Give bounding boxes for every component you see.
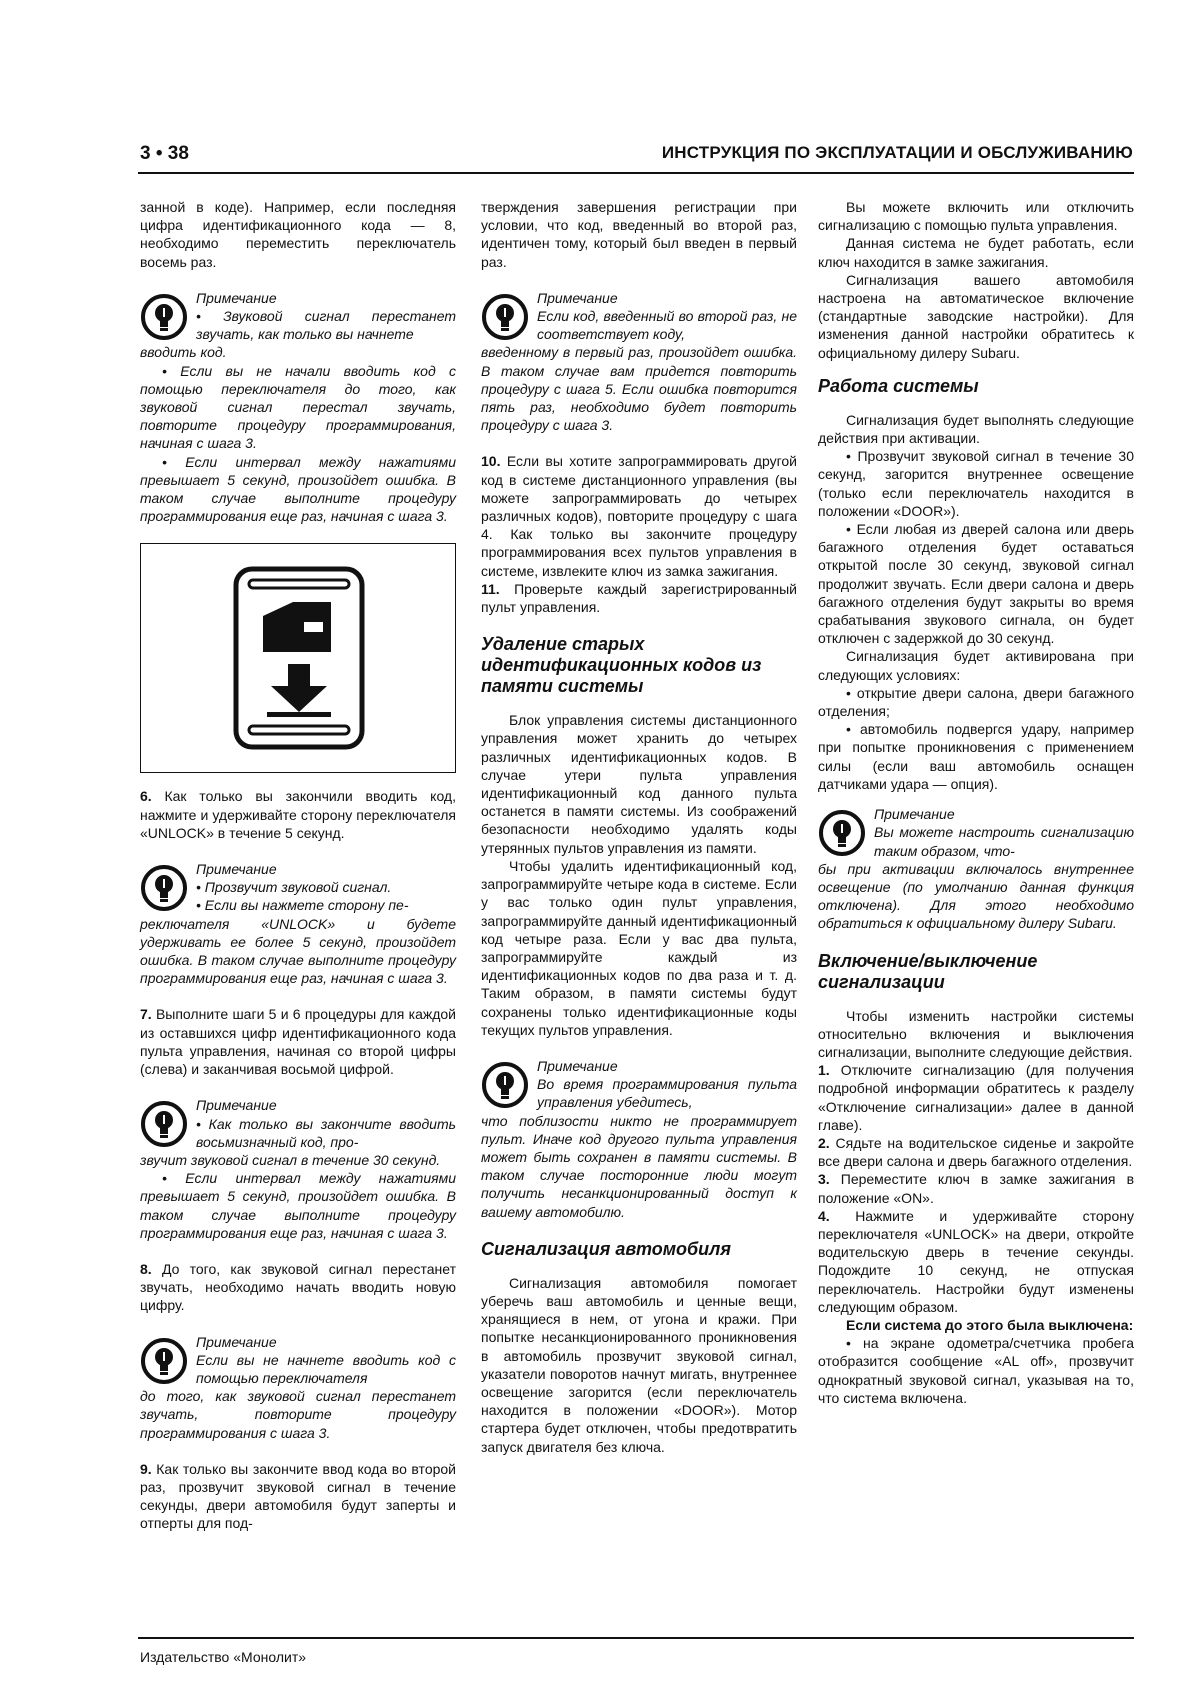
step-text: Сядьте на водительское сиденье и закройте все двери салона и дверь багажного отделения. xyxy=(818,1134,1134,1170)
step-text: Переместите ключ в замке зажигания в положение «ON». xyxy=(818,1171,1135,1206)
note-title: Примечание xyxy=(196,1097,277,1114)
paragraph: Чтобы изменить настройки системы относительно включения и выключения сигнализации, выполните следующие действия. xyxy=(818,1007,1134,1060)
note-title: Примечание xyxy=(196,1333,277,1350)
note-title: Примечание xyxy=(874,806,955,823)
figure-door-switch xyxy=(140,543,456,773)
paragraph: Сигнализация автомобиля помогает уберечь ваш автомобиль и ценные вещи, хранящиеся в нем, от угона и кражи. При попытке несанкционированного проникновения в автомобиль прозвучит звуковой сигнал, указатели поворотов начнут мигать, внутреннее освещение загорится (если переключатель находится в положении «DOOR»). Мотор стартера будет отключен, чтобы предотвратить запуск двигателя без ключа. xyxy=(481,1274,797,1455)
lightbulb-icon xyxy=(481,1061,529,1109)
step-number: 4. xyxy=(818,1207,830,1224)
note-block xyxy=(140,289,456,526)
paragraph: • автомобиль подвергся удару, например при попытке проникновения с применением силы (если ваш автомобиль оснащен датчиками удара — опция). xyxy=(818,721,1134,792)
door-lock-switch-icon xyxy=(233,566,365,750)
note-title: Примечание xyxy=(537,289,618,306)
publisher-footer: Издательство «Монолит» xyxy=(140,1649,307,1665)
note-title: Примечание xyxy=(537,1057,618,1074)
page-header xyxy=(140,143,1133,169)
section-heading: Работа системы xyxy=(818,375,979,396)
note-text: до того, как звуковой сигнал перестанет звучать, повторите процедуру программирования с шага 3. xyxy=(140,1388,456,1441)
step-text: Нажмите и удерживайте сторону переключателя «UNLOCK» на двери, откройте водительскую дверь в течение секунды. Подождите 10 секунд, не отпуская переключатель. Настройки будут изменены следующим образом. xyxy=(818,1207,1134,1315)
paragraph: Вы можете включить или отключить сигнализацию с помощью пульта управления. xyxy=(818,199,1134,234)
note-text: • Если вы нажмете сторону пе- xyxy=(196,897,409,914)
paragraph: • открытие двери салона, двери багажного отделения; xyxy=(818,684,1134,720)
note-text: Если вы не начнете вводить код с помощью переключателя xyxy=(196,1351,456,1386)
step-text: Отключите сигнализацию (для получения подробной информации обратитесь к разделу «Отключение сигнализации» далее в данной главе). xyxy=(818,1062,1134,1133)
lightbulb-icon xyxy=(140,1100,188,1148)
note-block xyxy=(481,289,797,435)
paragraph: Чтобы удалить идентификационный код, запрограммируйте четыре кода в системе. Если у вас только один пульт управления, запрограммируйте данный идентификационный код четыре раза. Если у вас два пульта, запрограммируйте каждый из идентификационных кодов по два раза и т. д. Таким образом, в памяти системы будут сохранены только идентификационные коды текущих пультов управления. xyxy=(481,857,797,1038)
paragraph: тверждения завершения регистрации при условии, что код, введенный во второй раз, идентичен тому, который был введен в первый раз. xyxy=(481,199,797,270)
lightbulb-icon xyxy=(140,1337,188,1385)
column-2 xyxy=(481,198,797,1456)
note-text: звучит звуковой сигнал в течение 30 секунд. xyxy=(140,1151,441,1168)
note-title: Примечание xyxy=(196,861,277,878)
paragraph: Сигнализация вашего автомобиля настроена на автоматическое включение (стандартные заводские настройки). Для изменения данной настройки обратитесь к официальному дилеру Subaru. xyxy=(818,271,1134,361)
step-number: 1. xyxy=(818,1062,830,1079)
column-1 xyxy=(140,198,456,1533)
step-number: 2. xyxy=(818,1134,830,1151)
step-text: Выполните шаги 5 и 6 процедуры для каждой из оставшихся цифр идентификационного кода пульта управления, начиная со второй цифры (слева) и заканчивая восьмой цифрой. xyxy=(140,1006,456,1078)
paragraph: Сигнализация будет выполнять следующие действия при активации. xyxy=(818,411,1134,447)
note-title: Примечание xyxy=(196,289,277,306)
note-text: Во время программирования пульта управления убедитесь, xyxy=(537,1076,797,1111)
section-heading: Включение/выключение сигнализации xyxy=(818,950,1038,992)
paragraph: • на экране одометра/счетчика пробега отобразится сообщение «AL off», прозвучит однократный звуковой сигнал, указывая на то, что система включена. xyxy=(818,1335,1134,1406)
paragraph: занной в коде). Например, если последняя цифра идентификационного кода — 8, необходимо переместить переключатель восемь раз. xyxy=(140,199,456,270)
lightbulb-icon xyxy=(140,293,188,341)
column-3 xyxy=(818,198,1134,1407)
lightbulb-icon xyxy=(140,864,188,912)
note-text: бы при активации включалось внутреннее освещение (по умолчанию данная функция отключена). Для этого необходимо обратиться к официальному дилеру Subaru. xyxy=(818,860,1134,932)
note-text: Вы можете настроить сигнализацию таким образом, что- xyxy=(874,824,1134,859)
step-number: 7. xyxy=(140,1006,152,1023)
step-number: 8. xyxy=(140,1260,152,1277)
header-rule xyxy=(138,172,1134,174)
paragraph: • Если любая из дверей салона или дверь багажного отделения будет оставаться открытой после 30 секунд, звуковой сигнал продолжит звучать. Если двери салона и дверь багажного отделения будут закрыты во время срабатывания звукового сигнала, он будет отключен с задержкой до 30 секунд. xyxy=(818,521,1134,647)
note-block xyxy=(481,1057,797,1221)
note-text: что поблизости никто не программирует пульт. Иначе код другого пульта управления может быть сохранен в памяти системы. В таком случае посторонние люди могут получить несанкционированный доступ к вашему автомобилю. xyxy=(481,1112,797,1220)
note-text: • Прозвучит звуковой сигнал. xyxy=(196,879,392,896)
note-block xyxy=(140,860,456,987)
note-block xyxy=(140,1096,456,1242)
paragraph: Данная система не будет работать, если ключ находится в замке зажигания. xyxy=(818,235,1134,270)
paragraph: • Прозвучит звуковой сигнал в течение 30 секунд, загорится внутреннее освещение (только если переключатель находится в положении «DOOR»). xyxy=(818,448,1134,519)
note-text: • Как только вы закончите вводить восьмизначный код, про- xyxy=(196,1115,456,1150)
step-text: Как только вы закончите ввод кода во второй раз, прозвучит звуковой сигнал в течение секунды, двери автомобиля будут заперты и отперты для под- xyxy=(140,1460,456,1532)
step-text: Если вы хотите запрограммировать другой код в системе дистанционного управления (вы можете запрограммировать до четырех различных кодов), повторите процедуру с шага 4. Как только вы закончите процедуру программирования всех пультов управления в системе, извлеките ключ из замка зажигания. xyxy=(481,453,798,579)
step-number: 6. xyxy=(140,788,152,805)
note-text: • Если интервал между нажатиями превышает 5 секунд, произойдет ошибка. В таком случае выполните процедуру программирования еще раз, начиная с шага 3. xyxy=(140,453,456,525)
lightbulb-icon xyxy=(818,809,866,857)
note-text: вводить код. xyxy=(140,344,227,361)
step-text: Проверьте каждый зарегистрированный пульт управления. xyxy=(481,580,797,616)
note-block xyxy=(140,1333,456,1442)
note-text: реключателя «UNLOCK» и будете удерживать ее более 5 секунд, произойдет ошибка. В таком случае выполните процедуру программирования еще раз, начиная с шага 3. xyxy=(140,915,456,987)
step-number: 10. xyxy=(481,453,501,470)
bold-subheading: Если система до этого была выключена: xyxy=(846,1316,1134,1333)
paragraph: Сигнализация будет активирована при следующих условиях: xyxy=(818,648,1134,683)
note-text: • Звуковой сигнал перестанет звучать, как только вы начнете xyxy=(196,308,456,343)
note-text: Если код, введенный во второй раз, не соответствует коду, xyxy=(537,308,797,343)
note-text: • Если интервал между нажатиями превышает 5 секунд, произойдет ошибка. В таком случае выполните процедуру программирования еще раз, начиная с шага 3. xyxy=(140,1170,456,1241)
paragraph: Блок управления системы дистанционного управления может хранить до четырех различных идентификационных кодов. В случае утери пульта управления идентификационный код данного пульта останется в памяти системы. Из соображений безопасности необходимо удалять коды утерянных пультов управления из памяти. xyxy=(481,712,797,856)
lightbulb-icon xyxy=(481,293,529,341)
step-number: 3. xyxy=(818,1171,830,1188)
step-text: До того, как звуковой сигнал перестанет звучать, необходимо начать вводить новую цифру. xyxy=(140,1260,457,1314)
step-number: 9. xyxy=(140,1460,152,1477)
step-text: Как только вы закончили вводить код, нажмите и удерживайте сторону переключателя «UNLOCK» в течение 5 секунд. xyxy=(140,788,456,841)
section-heading: Сигнализация автомобиля xyxy=(481,1238,731,1259)
page-number: 3 • 38 xyxy=(140,143,189,164)
note-text: введенному в первый раз, произойдет ошибка. В таком случае вам придется повторить процедуру с шага 5. Если ошибка повторится пять раз, необходимо будет повторить процедуру с шага 3. xyxy=(481,344,797,434)
section-heading: Удаление старых идентификационных кодов из памяти системы xyxy=(481,634,762,697)
note-block xyxy=(818,805,1134,932)
note-text: • Если вы не начали вводить код с помощью переключателя до того, как звуковой сигнал перестал звучать, повторите процедуру программирования, начиная с шага 3. xyxy=(140,362,456,452)
step-number: 11. xyxy=(481,580,500,597)
footer-rule xyxy=(138,1637,1134,1639)
running-title: ИНСТРУКЦИЯ ПО ЭКСПЛУАТАЦИИ И ОБСЛУЖИВАНИЮ xyxy=(661,143,1133,162)
